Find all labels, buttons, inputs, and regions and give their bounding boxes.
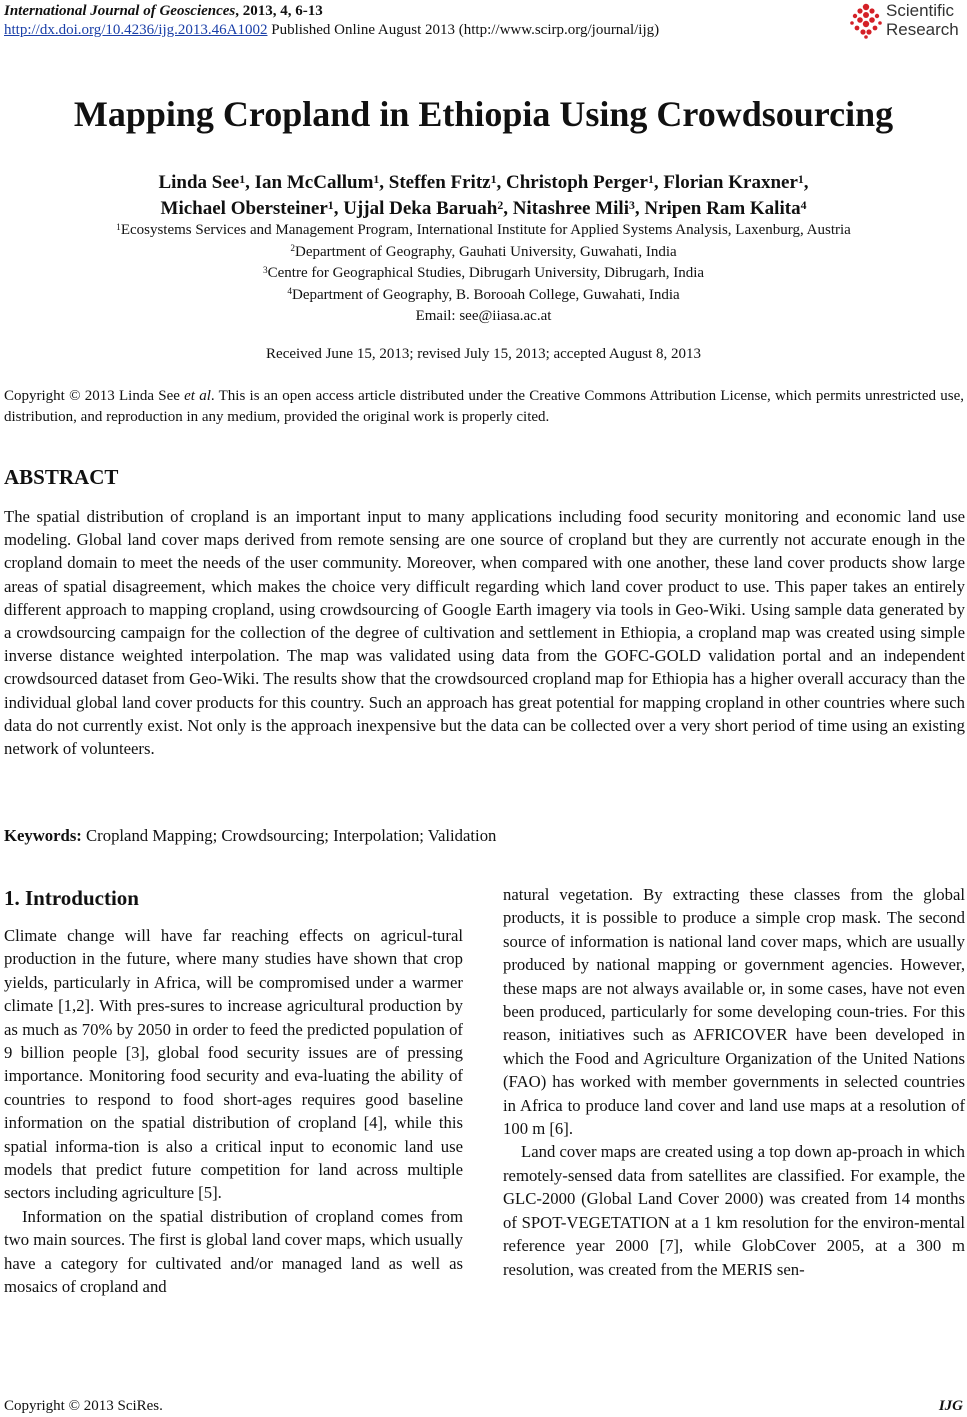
author-affiliation-marker: 1 bbox=[797, 172, 804, 186]
author-name: Linda See bbox=[158, 172, 240, 193]
affiliation-marker: 2 bbox=[290, 244, 295, 255]
affiliation-item bbox=[0, 285, 967, 307]
logo-dot bbox=[864, 35, 868, 39]
keywords bbox=[4, 825, 496, 847]
footer-journal-abbrev: IJG bbox=[938, 1398, 963, 1414]
logo-dot bbox=[860, 29, 865, 34]
abstract-heading: ABSTRACT bbox=[4, 465, 119, 489]
keywords-list: Cropland Mapping; Crowdsourcing; Interpolation; Validation bbox=[81, 826, 497, 845]
contact-email: Email: see@iiasa.ac.at bbox=[415, 308, 552, 324]
introduction-heading: 1. Introduction bbox=[4, 886, 139, 910]
logo-dot bbox=[853, 14, 857, 18]
author-affiliation-marker: 2 bbox=[497, 198, 504, 212]
body-column-left bbox=[4, 924, 463, 1299]
affiliation-item bbox=[0, 242, 967, 264]
footer-copyright: Copyright © 2013 SciRes. bbox=[4, 1398, 163, 1414]
author-line-1: Linda See$^1$, Ian McCallum$^1$, Steffen Fritz$^1$, Christoph Perger$^1$, Florian Kraxner$^1$, bbox=[158, 172, 809, 193]
affiliations bbox=[0, 220, 967, 328]
logo-dot bbox=[869, 8, 874, 13]
logo-text-line1: Scientific bbox=[886, 1, 955, 20]
logo-dot bbox=[863, 21, 869, 27]
logo-dot bbox=[863, 4, 869, 10]
received-dates: Received June 15, 2013; revised July 15, 2013; accepted August 8, 2013 bbox=[266, 346, 701, 362]
logo-dot bbox=[855, 26, 860, 31]
copyright-notice: Copyright © 2013 Linda See et al. This is an open access article distributed under the Creative Commons Attribution License, which permits unrestricted use, distribution, and reproduction in any medium, provided the original work is properly cited. bbox=[4, 388, 964, 425]
logo-dot bbox=[850, 21, 854, 25]
publisher-logo-icon bbox=[848, 3, 884, 39]
doi-line bbox=[4, 21, 659, 39]
body-column-right bbox=[503, 883, 965, 1281]
affiliation-text: Centre for Geographical Studies, Dibrugarh University, Dibrugarh, India bbox=[267, 265, 705, 281]
logo-dot bbox=[869, 17, 875, 23]
affiliation-marker: 1 bbox=[116, 222, 121, 233]
logo-dot bbox=[878, 21, 882, 25]
logo-text-line2: Research bbox=[886, 20, 959, 39]
keywords-label: Keywords: bbox=[4, 826, 82, 845]
author-affiliation-marker: 1 bbox=[373, 172, 380, 186]
paper-title: Mapping Cropland in Ethiopia Using Crowdsourcing bbox=[73, 94, 894, 134]
affiliation-text: Department of Geography, Gauhati University, Guwahati, India bbox=[294, 243, 677, 260]
journal-title: International Journal of Geosciences bbox=[4, 3, 236, 19]
author-name: Ujjal Deka Baruah bbox=[343, 198, 498, 219]
author-affiliation-marker: 1 bbox=[239, 172, 246, 186]
logo-dot bbox=[863, 12, 869, 18]
intro-paragraph-3: natural vegetation. By extracting these classes from the global products, it is possible to produce a simple crop mask. The second source of information is national land cover maps, which are usually produced by national mapping or government agencies. However, these maps are not always available or, in some cases, have not even been produced, particularly for some developing coun-tries. For this reason, initiatives such as AFRICOVER have been developed in which the Food and Agriculture Organization of the United Nations (FAO) has worked with member governments in selected countries in Africa to produce land cover and land use maps at a resolution of 100 m [6]. bbox=[503, 885, 965, 1139]
affiliation-item bbox=[0, 263, 967, 285]
doi-link[interactable]: http://dx.doi.org/10.4236/ijg.2013.46A1002 bbox=[4, 22, 268, 38]
author-affiliation-marker: 1 bbox=[327, 198, 334, 212]
published-note: Published Online August 2013 (http://www.scirp.org/journal/ijg) bbox=[267, 22, 660, 38]
logo-dot bbox=[857, 17, 863, 23]
affiliation-marker: 4 bbox=[287, 287, 292, 298]
intro-paragraph-4: Land cover maps are created using a top down ap-proach in which remotely-sensed data from satellites are classified. For example, the GLC-2000 (Global Land Cover 2000) was created from 14 months of SPOT-VEGETATION at a 1 km resolution for the environ-mental reference year 2000 [7], while GlobCover 2005, at a 300 m resolution, was created from the MERIS sen- bbox=[503, 1142, 965, 1279]
journal-volume: , 2013, 4, 6-13 bbox=[235, 3, 323, 19]
scientific-research-logo bbox=[848, 1, 966, 41]
logo-dot bbox=[873, 26, 878, 31]
affiliation-marker: 3 bbox=[262, 265, 268, 276]
author-name: Ian McCallum bbox=[254, 172, 374, 193]
intro-paragraph-1: Climate change will have far reaching effects on agricul-tural production in the future, where many studies have shown that crop yields, particularly in Africa, will be compromised under a warmer climate [1,2]. With pres-sures to increase agricultural production by as much as 70% by 2050 in order to feed the predicted population of 9 billion people [3], global food security issues are of pressing importance. Monitoring food security and eva-luating the ability of countries to respond to food short-ages requires good baseline information on the spatial distribution of cropland [4], while this spatial informa-tion is also a critical input to economic land use models that predict future competition for land across multiple sectors including agriculture [5]. bbox=[4, 926, 463, 1203]
affiliation-text: Ecosystems Services and Management Program, International Institute for Applied Systems Analysis, Laxenburg, Austria bbox=[120, 222, 851, 238]
journal-header bbox=[4, 2, 323, 20]
author-name: Steffen Fritz bbox=[388, 172, 491, 193]
author-line-2: Michael Obersteiner$^1$, Ujjal Deka Baruah$^2$, Nitashree Mili$^3$, Nripen Ram Kalita$^4$ bbox=[160, 198, 807, 219]
logo-dot bbox=[866, 29, 871, 34]
author-affiliation-marker: 3 bbox=[628, 198, 635, 212]
author-name: Nitashree Mili bbox=[512, 198, 629, 219]
author-affiliation-marker: 4 bbox=[800, 198, 807, 212]
intro-paragraph-2: Information on the spatial distribution of cropland comes from two main sources. The first is global land cover maps, which usually have a category for cultivated and/or managed land as well as mosaics of cropland and bbox=[4, 1206, 463, 1297]
author-list bbox=[0, 170, 967, 222]
author-affiliation-marker: 1 bbox=[647, 172, 654, 186]
copyright-etal: et al bbox=[184, 388, 211, 404]
abstract-text: The spatial distribution of cropland is an important input to many applications including food security monitoring and economic land use modeling. Global land cover maps derived from remote sensing are one source of cropland but they are currently not accurate enough in the cropland domain to meet the needs of the user community. Moreover, when compared with one another, these land cover products show large areas of spatial disagreement, which makes the choice very difficult regarding which land cover product to use. This paper takes an entirely different approach to mapping cropland, using crowdsourcing of Google Earth imagery via tools in Geo-Wiki. Using sample data generated by a crowdsourcing campaign for the collection of the degree of cultivation and settlement in Ethiopia, a cropland map was created using simple inverse distance weighted interpolation. The map was validated using data from the GOFC-GOLD validation portal and an independent crowdsourced dataset from Geo-Wiki. The results show that the crowdsourced cropland map for Ethiopia has a higher overall accuracy than the individual global land cover products for this country. Such an approach has great potential for mapping cropland in other countries where such data do not currently exist. Not only is the approach inexpensive but the data can be collected over a very short period of time using an existing network of volunteers. bbox=[4, 507, 965, 759]
author-name: Florian Kraxner bbox=[663, 172, 798, 193]
logo-dot bbox=[857, 8, 862, 13]
author-name: Nripen Ram Kalita bbox=[644, 198, 801, 219]
author-name: Christoph Perger bbox=[505, 172, 648, 193]
author-name: Michael Obersteiner bbox=[160, 198, 328, 219]
author-affiliation-marker: 1 bbox=[490, 172, 497, 186]
logo-dot bbox=[875, 14, 879, 18]
affiliation-text: Department of Geography, B. Borooah College, Guwahati, India bbox=[291, 286, 680, 303]
affiliation-item bbox=[0, 220, 967, 242]
